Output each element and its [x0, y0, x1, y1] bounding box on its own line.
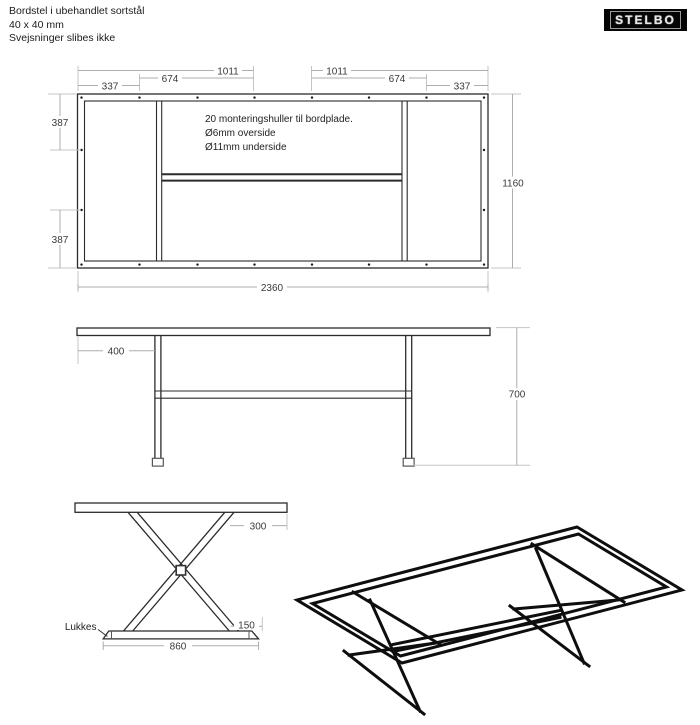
dim-1011-left: 1011 — [217, 66, 239, 78]
note-line-2: Ø6mm overside — [205, 128, 276, 139]
isometric-view — [297, 527, 682, 714]
title-line-1: Bordstel i ubehandlet sortstål — [9, 5, 145, 17]
dim-150: 150 — [238, 620, 255, 632]
label-lukkes: Lukkes — [64, 622, 97, 633]
dim-387-lower: 387 — [51, 235, 69, 246]
dim-674-right: 674 — [388, 74, 406, 85]
top-view — [48, 65, 528, 294]
note-line-1: 20 monteringshuller til bordplade. — [205, 114, 353, 125]
dim-337-left: 337 — [101, 81, 119, 93]
dim-1011-right: 1011 — [326, 66, 348, 78]
dim-387-upper: 387 — [51, 118, 69, 129]
dim-400: 400 — [107, 346, 125, 358]
end-view-dimensions — [65, 514, 287, 653]
lock-square — [176, 566, 185, 575]
side-view-dimensions — [78, 328, 531, 466]
note-line-3: Ø11mm underside — [205, 142, 287, 153]
dim-860: 860 — [169, 641, 187, 653]
title-line-2: 40 x 40 mm — [9, 18, 64, 31]
top-view-witness-lines — [48, 66, 521, 292]
dim-300: 300 — [249, 521, 267, 533]
dim-674-left: 674 — [161, 74, 179, 85]
title-line-3: Svejsninger slibes ikke — [9, 32, 116, 44]
dim-1160: 1160 — [502, 178, 524, 190]
side-view-frame — [77, 328, 490, 466]
dim-2360: 2360 — [260, 283, 284, 294]
top-view-note — [205, 114, 353, 153]
side-view — [77, 328, 531, 466]
stelbo-logo-text: STELBO — [610, 11, 681, 29]
dim-700: 700 — [508, 389, 526, 401]
dim-337-right: 337 — [453, 81, 471, 93]
top-view-dimension-texts — [48, 65, 528, 294]
end-view — [65, 503, 287, 653]
